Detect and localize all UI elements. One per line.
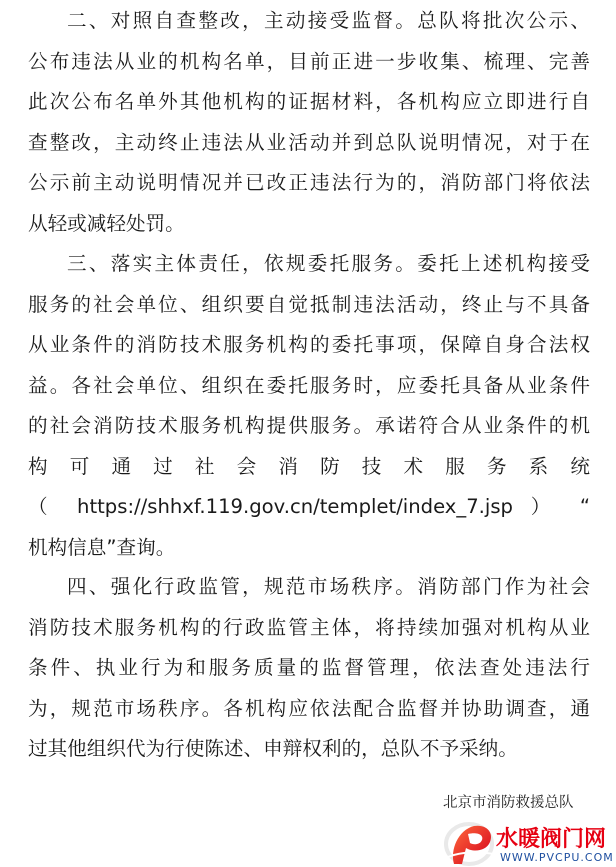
watermark-brand: 水暖阀门网 <box>496 827 607 852</box>
pvcpu-logo-icon <box>440 820 496 867</box>
text-line-url: （ https://shhxf.119.gov.cn/templet/index_7.jsp ） “ <box>28 495 590 518</box>
text-line: 查整改，主动终止违法从业活动并到总队说明情况，对于在 <box>28 130 590 154</box>
text-line: 为，规范市场秩序。各机构应依法配合监督并协助调查，通 <box>28 696 590 720</box>
paragraph-2 <box>28 1 590 244</box>
text-line: 此次公布名单外其他机构的证据材料，各机构应立即进行自 <box>28 90 590 113</box>
text-line: 构 可 通 过 社 会 消 防 技 术 服 务 系 统 <box>28 454 590 478</box>
text-line: 四、强化行政监管，规范市场秩序。消防部门作为社会 <box>67 575 590 598</box>
text-line: 的社会消防技术服务机构提供服务。承诺符合从业条件的机 <box>28 414 590 437</box>
paragraph-4 <box>28 567 590 770</box>
text-line: 公布违法从业的机构名单，目前正进一步收集、梳理、完善 <box>28 49 590 73</box>
text-line: 益。各社会单位、组织在委托服务时，应委托具备从业条件 <box>28 373 590 397</box>
text-line: 从轻或减轻处罚。 <box>28 211 185 235</box>
text-line: 服务的社会单位、组织要自觉抵制违法活动，终止与不具备 <box>28 292 590 316</box>
text-line: 三、落实主体责任，依规委托服务。委托上述机构接受 <box>67 252 590 275</box>
text-line: 二、对照自查整改，主动接受监督。总队将批次公示、 <box>67 9 590 32</box>
text-line: 消防技术服务机构的行政监管主体，将持续加强对机构从业 <box>28 615 590 639</box>
watermark-url: WWW.PVCPU.COM <box>500 851 614 864</box>
watermark <box>440 820 616 867</box>
text-line: 过其他组织代为行使陈述、申辩权利的，总队不予采纳。 <box>28 737 518 760</box>
text-line: 公示前主动说明情况并已改正违法行为的，消防部门将依法 <box>28 171 590 194</box>
text-line: 机构信息”查询。 <box>28 535 176 559</box>
text-line: 条件、执业行为和服务质量的监督管理，依法查处违法行 <box>28 656 590 679</box>
signature-org: 北京市消防救援总队 <box>443 795 574 811</box>
paragraph-3 <box>28 244 590 568</box>
text-line: 从业条件的消防技术服务机构的委托事项，保障自身合法权 <box>28 333 590 356</box>
